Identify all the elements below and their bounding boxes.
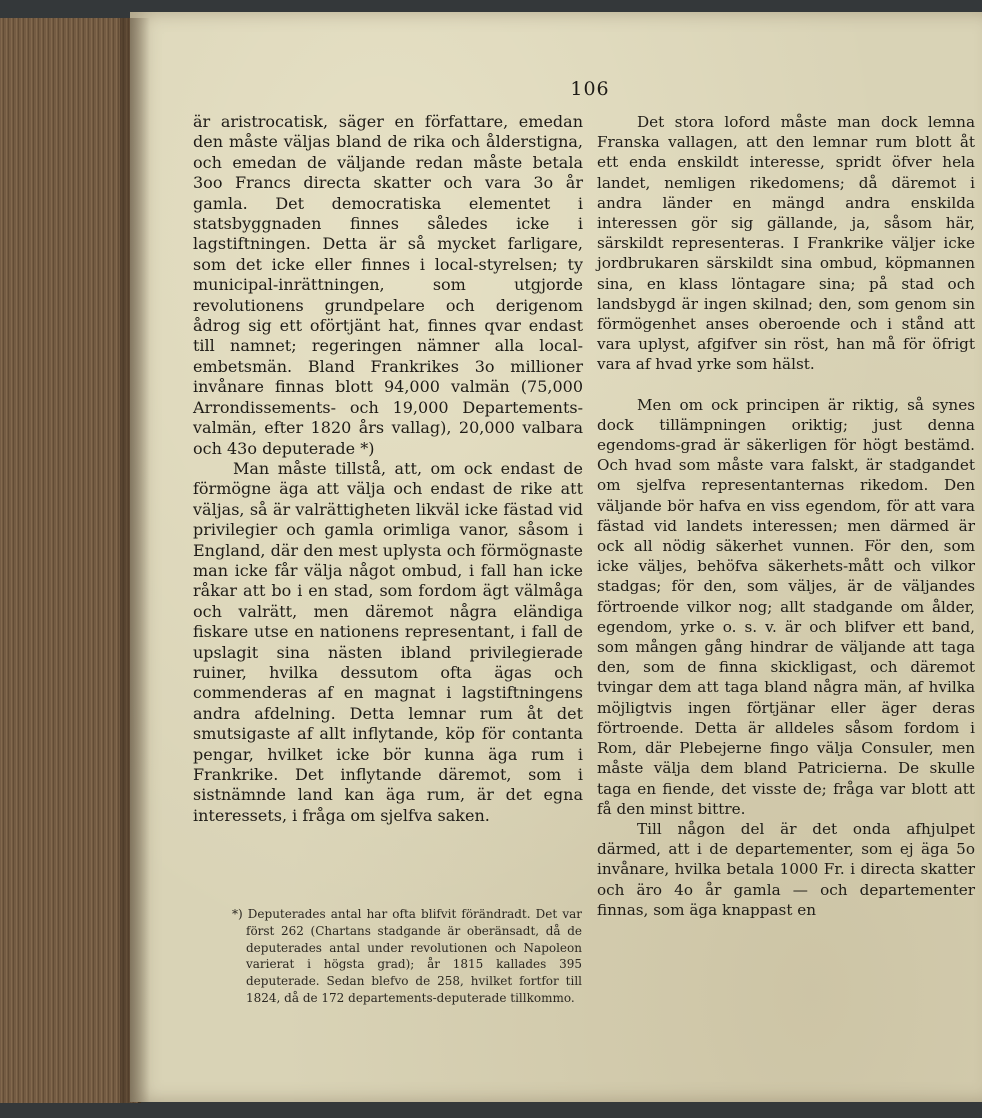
right-text-column <box>597 112 975 920</box>
footnote <box>232 906 582 1007</box>
left-text-column <box>193 112 583 826</box>
page-number: 106 <box>570 78 610 100</box>
paragraph: Det stora loford måste man dock lemna Franska vallagen, att den lemnar rum blott åt ett enda enskildt interesse, spridt öfver hela landet, nemligen rikedomens; då däremot i andra länder en mängd andra enskilda interessen gör sig gällande, ja, såsom här, särskildt representeras. I Frankrike väljer icke jordbrukaren särskildt sina ombud, köpmannen sina, en klass löntagare sina; på stad och landsbygd är ingen skilnad; den, som genom sin förmögenhet anses oberoende och i stånd att vara uplyst, afgifver sin röst, han må för öfrigt vara af hvad yrke som hälst. <box>597 113 975 374</box>
paragraph: Men om ock principen är riktig, så synes dock tillämpningen oriktig; just denna egendoms-grad är säkerligen för högt bestämd. Och hvad som måste vara falskt, är stadgandet om sjelfva representanternas rikedom. Den väljande bör hafva en viss egendom, för att vara fästad vid landets interessen; men därmed är ock all nödig säkerhet vunnen. För den, som icke väljes, behöfva säkerhets-mått och vilkor stadgas; för den, som väljes, är de väljandes förtroende vilkor nog; allt stadgande om ålder, egendom, yrke o. s. v. är och blifver ett band, som mången gång hindrar de väljande att taga den, som de finna skickligast, och däremot tvingar dem att taga bland några män, af hvilka möjligtvis ingen förtjänar eller äger deras förtroende. Detta är alldeles såsom fordom i Rom, där Plebejerne fingo välja Consuler, men måste välja dem bland Patricierna. De skulle taga en fiende, det visste de; fråga var blott att få den minst bittre. <box>597 395 975 818</box>
paragraph: är aristrocatisk, säger en författare, emedan den måste väljas bland de rika och ålderstigna, och emedan de väljande redan måste betala 3oo Francs directa skatter och vara 3o år gamla. Det democratiska elementet i statsbyggnaden finnes således icke i lagstiftningen. Detta är så mycket farligare, som det icke eller finnes i local-styrelsen; ty municipal-inrättningen, som utgjorde revolutionens grundpelare och derigenom ådrog sig ett oförtjänt hat, finnes qvar endast till namnet; regeringen nämner alla local-embetsmän. Bland Frankrikes 3o millioner invånare finnas blott 94,000 valmän (75,000 Arrondissements- och 19,000 Departements-valmän, efter 1820 års vallag), 20,000 valbara och 43o deputerade *) <box>193 112 583 458</box>
gutter-shadow <box>120 18 150 1103</box>
footnote-text: *) Deputerades antal har ofta blifvit förändradt. Det var först 262 (Chartans stadgande är oberänsadt, då de deputerades antal under revolutionen och Napoleon varierat i högsta grad); år 1815 kallades 395 deputerade. Sedan blefvo de 258, hvilket fortfor till 1824, då de 172 departements-deputerade tillkommo. <box>232 907 582 1005</box>
paragraph: Till någon del är det onda afhjulpet därmed, att i de departementer, som ej äga 5o invånare, hvilka betala 1000 Fr. i directa skatter och äro 4o år gamla — och departementer finnas, som äga knappast en <box>597 819 975 919</box>
paragraph: Man måste tillstå, att, om ock endast de förmögne äga att välja och endast de rike att väljas, så är valrättigheten likväl icke fästad vid privilegier och gamla orimliga vanor, såsom i England, där den mest uplysta och förmögnaste man icke får välja något ombud, i fall han icke råkar att bo i en stad, som fordom ägt välmåga och valrätt, men däremot några eländiga fiskare utse en nationens representant, i fall de upslagit sina nästen ibland privilegierade ruiner, hvilka dessutom ofta ägas och commenderas af en magnat i lagstiftningens andra afdelning. Detta lemnar rum åt det smutsigaste af allt inflytande, köp för contanta pengar, hvilket icke bör kunna äga rum i Frankrike. Det inflytande däremot, som i sistnämnde land kan äga rum, är det egna interessets, i fråga om sjelfva saken. <box>193 458 583 825</box>
